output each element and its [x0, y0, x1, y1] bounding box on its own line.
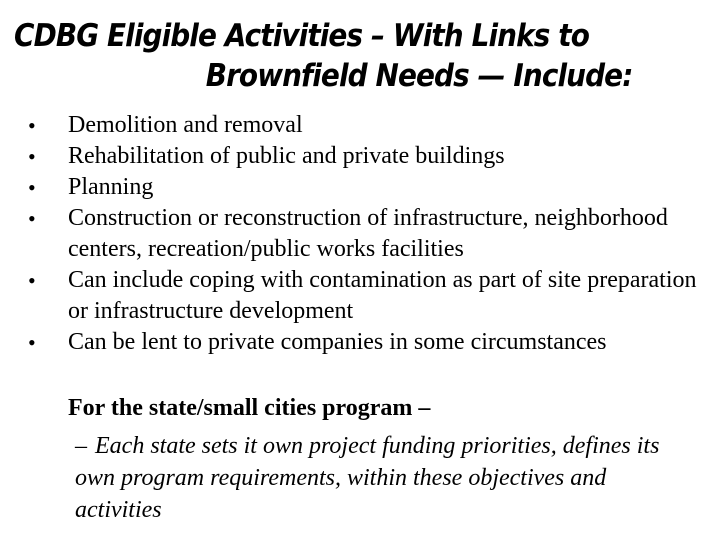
- bullet-icon: •: [28, 330, 36, 355]
- bullet-icon: •: [28, 175, 36, 200]
- bullet-item: [0, 110, 720, 141]
- program-heading: For the state/small cities program –: [68, 395, 431, 421]
- bullet-text: Can be lent to private companies in some circumstances: [68, 329, 607, 355]
- program-subitem: [75, 430, 695, 526]
- bullet-item: [0, 327, 720, 358]
- program-subitem-text: Each state sets it own project funding priorities, defines its own program requirements, within these objectives and activities: [75, 433, 660, 523]
- bullet-icon: •: [28, 268, 36, 293]
- bullet-text: Construction or reconstruction of infrastructure, neighborhood centers, recreation/public works facilities: [68, 205, 668, 262]
- bullet-text: Demolition and removal: [68, 112, 303, 138]
- dash-icon: –: [75, 433, 87, 459]
- bullet-item: [0, 172, 720, 203]
- bullet-text: Rehabilitation of public and private buildings: [68, 143, 505, 169]
- bullet-icon: •: [28, 206, 36, 231]
- slide-title-line-2: Brownfield Needs — Include:: [205, 58, 633, 94]
- bullet-list: [0, 110, 720, 358]
- bullet-icon: •: [28, 144, 36, 169]
- bullet-text: Planning: [68, 174, 154, 200]
- slide-title: [14, 16, 635, 96]
- slide-title-line-1: CDBG Eligible Activities – With Links to: [14, 18, 589, 54]
- bullet-item: [0, 141, 720, 172]
- bullet-item: [0, 265, 720, 327]
- bullet-icon: •: [28, 113, 36, 138]
- bullet-item: [0, 203, 720, 265]
- bullet-text: Can include coping with contamination as part of site preparation or infrastructure development: [68, 267, 697, 324]
